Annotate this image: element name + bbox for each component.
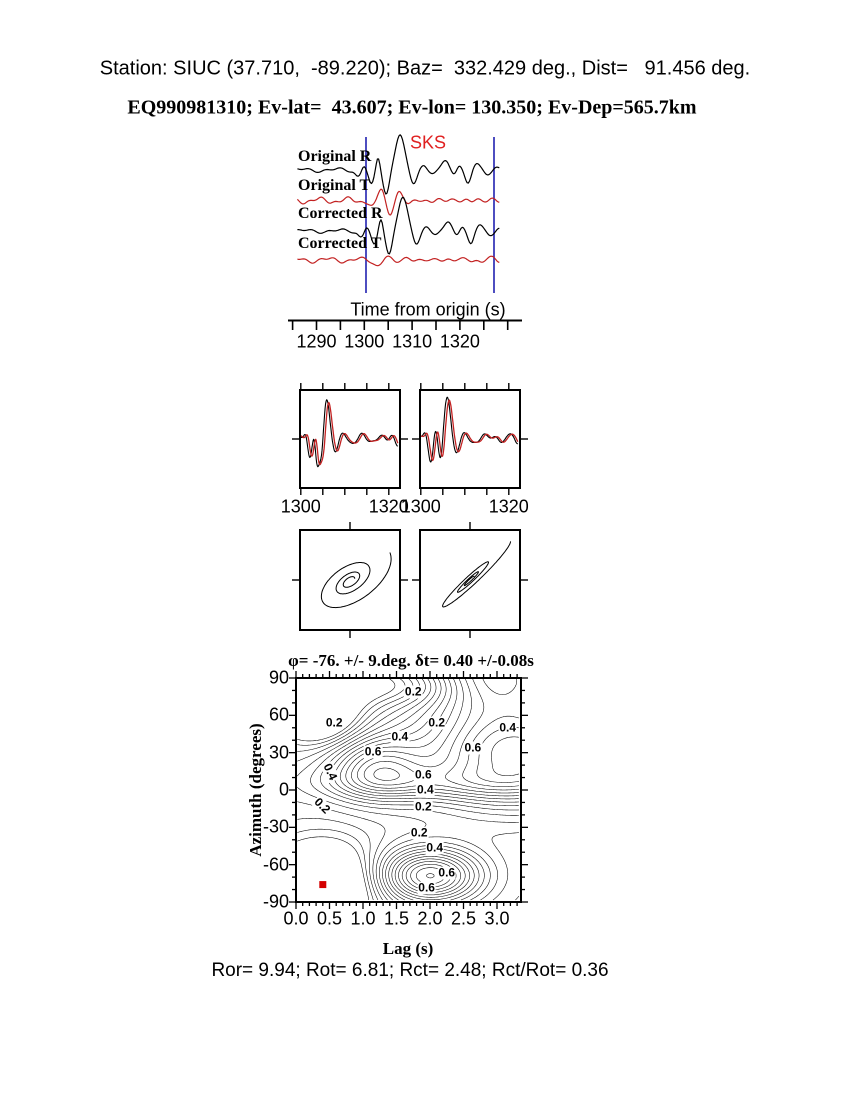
azimuth-axis-tick-label: -90 bbox=[262, 891, 289, 912]
contour-level-label: 0.4 bbox=[391, 729, 409, 744]
time-axis-tick-label: 1310 bbox=[392, 331, 433, 352]
overlay-panel-tick-label: 1320 bbox=[368, 496, 409, 517]
azimuth-axis-tick-label: 0 bbox=[278, 779, 289, 800]
overlay-panel-frame bbox=[300, 390, 400, 488]
lag-axis-tick-label: 1.5 bbox=[383, 908, 410, 929]
time-axis-tick-label: 1290 bbox=[296, 331, 337, 352]
azimuth-axis-tick-label: 60 bbox=[268, 704, 289, 725]
azimuth-axis-tick-label: -60 bbox=[262, 854, 289, 875]
particle-motion-original-curve bbox=[321, 553, 391, 608]
lag-axis-tick-label: 0.0 bbox=[283, 908, 309, 929]
time-axis-tick-label: 1300 bbox=[344, 331, 385, 352]
trace-label-corrected-r: Corrected R bbox=[298, 205, 383, 222]
sks-phase-label: SKS bbox=[409, 132, 447, 153]
contour-level-label: 0.6 bbox=[364, 744, 382, 759]
misfit-frame bbox=[296, 678, 521, 902]
azimuth-axis-tick-label: 30 bbox=[268, 742, 289, 763]
particle-motion-original-frame bbox=[300, 530, 400, 630]
station-header: Station: SIUC (37.710, -89.220); Baz= 332.429 deg., Dist= 91.456 deg. bbox=[99, 57, 751, 80]
contour-level-label: 0.6 bbox=[464, 740, 482, 755]
stats-footer: Ror= 9.94; Rot= 6.81; Rct= 2.48; Rct/Rot= 0.36 bbox=[211, 960, 609, 981]
azimuth-axis-label: Azimuth (degrees) bbox=[246, 723, 265, 857]
overlay-panel-tick-label: 1300 bbox=[400, 496, 441, 517]
particle-motion-corrected-curve bbox=[443, 541, 511, 607]
trace-label-original-r: Original R bbox=[298, 148, 372, 165]
contour-level-label: 0.2 bbox=[404, 684, 422, 699]
overlay-waveform-original bbox=[300, 400, 398, 467]
lag-axis-label: Lag (s) bbox=[382, 939, 434, 958]
overlay-waveform-original bbox=[300, 403, 398, 465]
overlay-waveform-corrected bbox=[420, 400, 518, 460]
lag-axis-tick-label: 2.0 bbox=[417, 908, 443, 929]
trace-label-corrected-t: Corrected T bbox=[298, 235, 382, 252]
azimuth-axis-tick-label: 90 bbox=[268, 667, 289, 688]
contour-level-label: 0.6 bbox=[414, 767, 432, 782]
lag-axis-tick-label: 2.5 bbox=[450, 908, 477, 929]
particle-motion-corrected-frame bbox=[420, 530, 520, 630]
contour-level-label: 0.6 bbox=[418, 880, 435, 895]
event-header: EQ990981310; Ev-lat= 43.607; Ev-lon= 130.350; Ev-Dep=565.7km bbox=[127, 96, 697, 119]
contour-level-label: 0.4 bbox=[320, 761, 341, 783]
contour-level-label: 0.2 bbox=[410, 825, 428, 840]
contour-level-label: 0.6 bbox=[438, 865, 456, 880]
lag-axis-tick-label: 1.0 bbox=[350, 908, 376, 929]
contour-level-label: 0.4 bbox=[426, 840, 444, 855]
contour-level-label: 0.2 bbox=[311, 794, 334, 817]
contour-level-label: 0.4 bbox=[416, 782, 434, 797]
misfit-title: φ= -76. +/- 9.deg. δt= 0.40 +/-0.08s bbox=[288, 651, 534, 670]
trace-label-original-t: Original T bbox=[298, 177, 371, 194]
overlay-panel-tick-label: 1320 bbox=[488, 496, 529, 517]
best-fit-marker bbox=[319, 881, 326, 888]
contour-level-label: 0.2 bbox=[414, 799, 432, 814]
overlay-panel-tick-label: 1300 bbox=[280, 496, 321, 517]
contour-level-label: 0.2 bbox=[428, 715, 446, 730]
lag-axis-tick-label: 0.5 bbox=[316, 908, 343, 929]
corrected-t-trace bbox=[297, 256, 499, 266]
azimuth-axis-tick-label: -30 bbox=[262, 816, 289, 837]
lag-axis-tick-label: 3.0 bbox=[484, 908, 510, 929]
time-axis-tick-label: 1320 bbox=[439, 331, 480, 352]
contour-level-label: 0.2 bbox=[325, 715, 343, 730]
time-axis-label: Time from origin (s) bbox=[350, 299, 506, 320]
contour-level-label: 0.4 bbox=[499, 720, 517, 735]
